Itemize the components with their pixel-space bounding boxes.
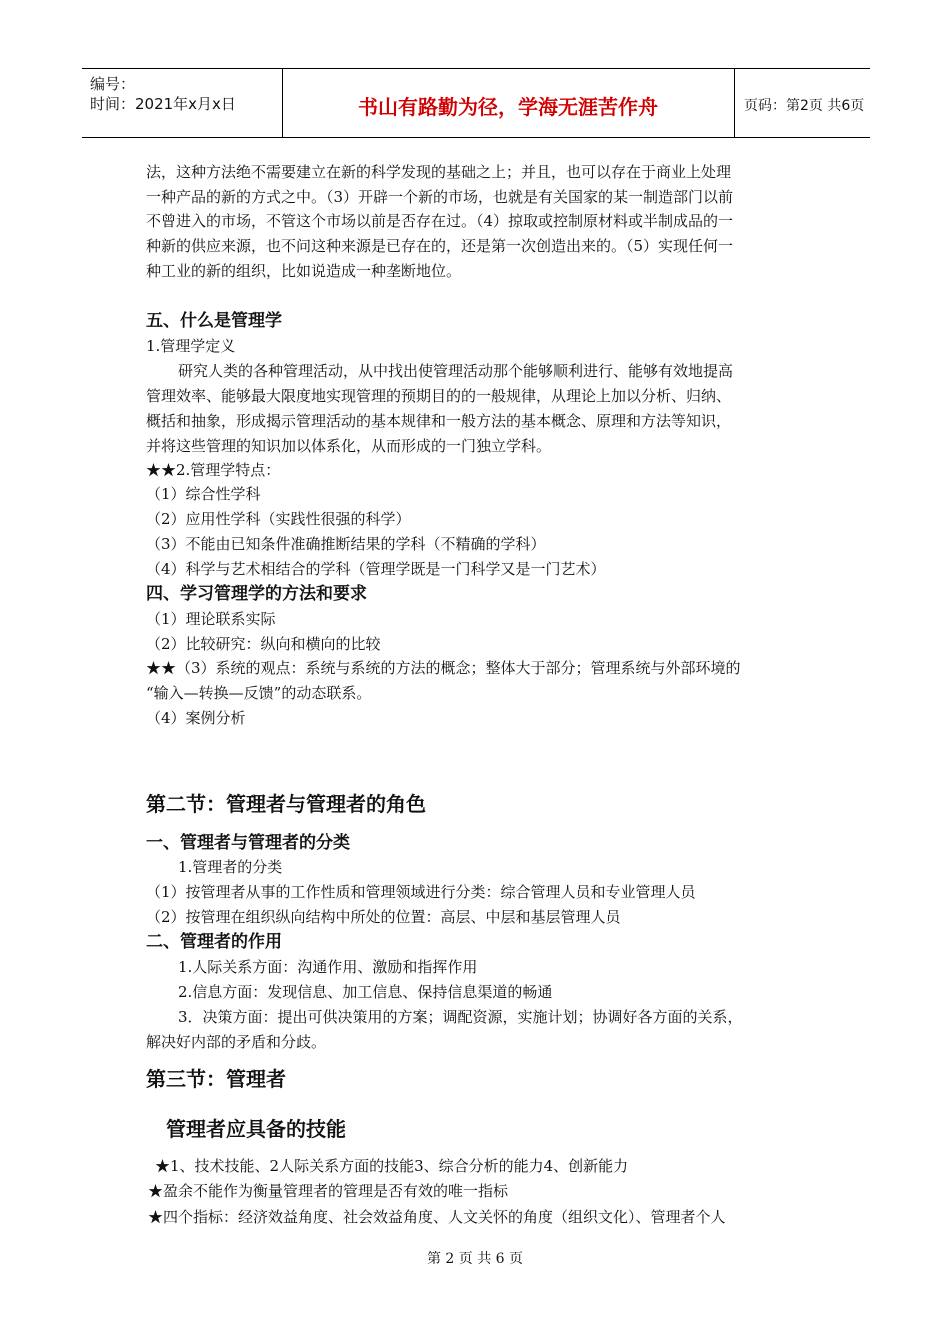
header-motto: 书山有路勤为径，学海无涯苦作舟 [358,95,658,119]
list-item: 解决好内部的矛盾和分歧。 [146,1033,327,1051]
header-left-cell [82,69,283,137]
date-label: 时间：2021年x月x日 [90,95,236,113]
subheading: ★★2.管理学特点： [146,461,281,479]
chapter-heading: 第三节：管理者 [146,1067,286,1091]
list-item: 3．决策方面：提出可供决策用的方案；调配资源，实施计划；协调好各方面的关系， [178,1008,743,1026]
list-item: 2.信息方面：发现信息、加工信息、保持信息渠道的畅通 [178,983,553,1001]
paragraph-line: 种工业的新的组织，比如说造成一种垄断地位。 [146,262,462,280]
subheading: 1.管理者的分类 [178,858,283,876]
paragraph-line: 管理效率、能够最大限度地实现管理的预期目的的一般规律，从理论上加以分析、归纳、 [146,387,732,405]
list-item: （4）案例分析 [146,709,246,727]
page-info: 页码：第2页 共6页 [744,98,865,114]
section-heading: 管理者应具备的技能 [166,1117,346,1141]
page-footer: 第 2 页 共 6 页 [426,1251,524,1267]
chapter-heading: 第二节：管理者与管理者的角色 [146,792,426,816]
list-item: （1）综合性学科 [146,485,261,503]
list-item: （2）比较研究：纵向和横向的比较 [146,635,381,653]
serial-label: 编号： [90,75,136,93]
header-right-cell [734,69,870,137]
list-item: （1）按管理者从事的工作性质和管理领域进行分类：综合管理人员和专业管理人员 [146,883,696,901]
list-item: “输入—转换—反馈”的动态联系。 [146,684,372,702]
paragraph-line: 概括和抽象，形成揭示管理活动的基本规律和一般方法的基本概念、原理和方法等知识， [146,412,732,430]
list-item: （1）理论联系实际 [146,610,276,628]
paragraph-line: 不曾进入的市场，不管这个市场以前是否存在过。（4）掠取或控制原材料或半制成品的一 [146,212,734,230]
list-item: （4）科学与艺术相结合的学科（管理学既是一门科学又是一门艺术） [146,560,606,578]
header-center-cell [282,69,735,137]
list-item: （2）按管理在组织纵向结构中所处的位置：高层、中层和基层管理人员 [146,908,621,926]
paragraph-line: 法，这种方法绝不需要建立在新的科学发现的基础之上；并且，也可以存在于商业上处理 [146,163,732,181]
header-table [82,68,870,138]
paragraph-line: 种新的供应来源，也不问这种来源是已存在的，还是第一次创造出来的。（5）实现任何一 [146,237,734,255]
list-item: ★盈余不能作为衡量管理者的管理是否有效的唯一指标 [148,1182,509,1200]
section-heading: 五、什么是管理学 [146,311,282,331]
paragraph-line: 一种产品的新的方式之中。（3）开辟一个新的市场，也就是有关国家的某一制造部门以前 [146,188,734,206]
paragraph-line: 并将这些管理的知识加以体系化，从而形成的一门独立学科。 [146,437,552,455]
section-heading: 一、管理者与管理者的分类 [146,833,350,853]
section-heading: 四、学习管理学的方法和要求 [146,584,367,604]
list-item: ★1、技术技能、2人际关系方面的技能3、综合分析的能力4、创新能力 [155,1157,629,1175]
list-item: （3）不能由已知条件准确推断结果的学科（不精确的学科） [146,535,546,553]
section-heading: 二、管理者的作用 [146,932,282,952]
paragraph-line: 研究人类的各种管理活动，从中找出使管理活动那个能够顺利进行、能够有效地提高 [178,362,734,380]
list-item: ★★（3）系统的观点：系统与系统的方法的概念；整体大于部分；管理系统与外部环境的 [146,659,741,677]
list-item: 1.人际关系方面：沟通作用、激励和指挥作用 [178,958,478,976]
list-item: （2）应用性学科（实践性很强的科学） [146,510,411,528]
subheading: 1.管理学定义 [146,337,236,355]
list-item: ★四个指标：经济效益角度、社会效益角度、人文关怀的角度（组织文化）、管理者个人 [148,1208,726,1226]
